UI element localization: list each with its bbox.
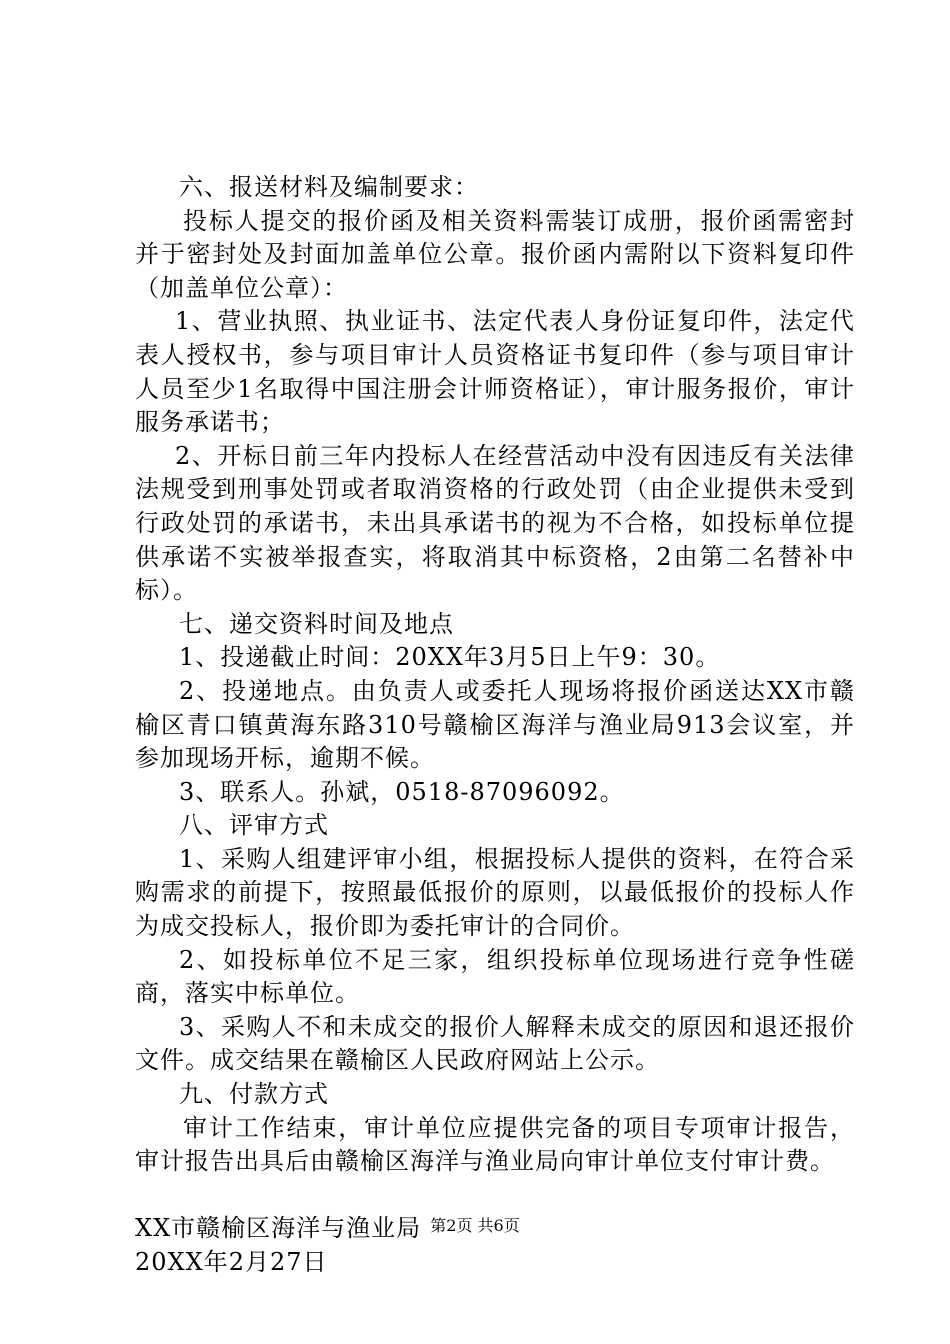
document-body bbox=[135, 171, 855, 1280]
page-footer: 第2页 共6页 bbox=[430, 1216, 520, 1235]
section-7-heading: 七、递交资料时间及地点 bbox=[179, 609, 454, 638]
section-6-item-1: 1、营业执照、执业证书、法定代表人身份证复印件，法定代表人授权书，参与项目审计人员资格证书复印件（参与项目审计人员至少1名取得中国注册会计师资格证），审计服务报价，审计服务承诺书； bbox=[135, 307, 855, 437]
section-7-item-1: 1、投递截止时间：20XX年3月5日上午9：30。 bbox=[179, 643, 721, 672]
section-7-item-2: 2、投递地点。由负责人或委托人现场将报价函送达XX市赣榆区青口镇黄海东路310号赣榆区海洋与渔业局913会议室，并参加现场开标，逾期不候。 bbox=[135, 676, 855, 773]
section-9-heading: 九、付款方式 bbox=[179, 1080, 329, 1109]
section-8-heading: 八、评审方式 bbox=[179, 811, 329, 840]
signature-issuer: XX市赣榆区海洋与渔业局 bbox=[135, 1214, 422, 1243]
section-8-item-3: 3、采购人不和未成交的报价人解释未成交的原因和退还报价文件。成交结果在赣榆区人民政府网站上公示。 bbox=[135, 1012, 855, 1075]
section-8-item-1: 1、采购人组建评审小组，根据投标人提供的资料，在符合采购需求的前提下，按照最低报价的原则，以最低报价的投标人作为成交投标人，报价即为委托审计的合同价。 bbox=[135, 844, 855, 941]
section-9-body: 审计工作结束，审计单位应提供完备的项目专项审计报告，审计报告出具后由赣榆区海洋与渔业局向审计单位支付审计费。 bbox=[135, 1113, 855, 1176]
paragraph-gap bbox=[135, 1179, 855, 1213]
section-6-item-2: 2、开标日前三年内投标人在经营活动中没有因违反有关法律法规受到刑事处罚或者取消资格的行政处罚（由企业提供未受到行政处罚的承诺书，未出具承诺书的视为不合格，如投标单位提供承诺不实被举报查实，将取消其中标资格，2由第二名替补中标）。 bbox=[135, 441, 855, 605]
signature-date: 20XX年2月27日 bbox=[135, 1248, 328, 1276]
section-6-intro: 投标人提交的报价函及相关资料需装订成册，报价函需密封并于密封处及封面加盖单位公章。报价函内需附以下资料复印件（加盖单位公章）： bbox=[135, 206, 855, 302]
section-7-item-3: 3、联系人。孙斌，0518-87096092。 bbox=[179, 777, 625, 806]
section-8-item-2: 2、如投标单位不足三家，组织投标单位现场进行竞争性磋商，落实中标单位。 bbox=[135, 945, 855, 1008]
section-6-heading: 六、报送材料及编制要求： bbox=[179, 173, 479, 201]
